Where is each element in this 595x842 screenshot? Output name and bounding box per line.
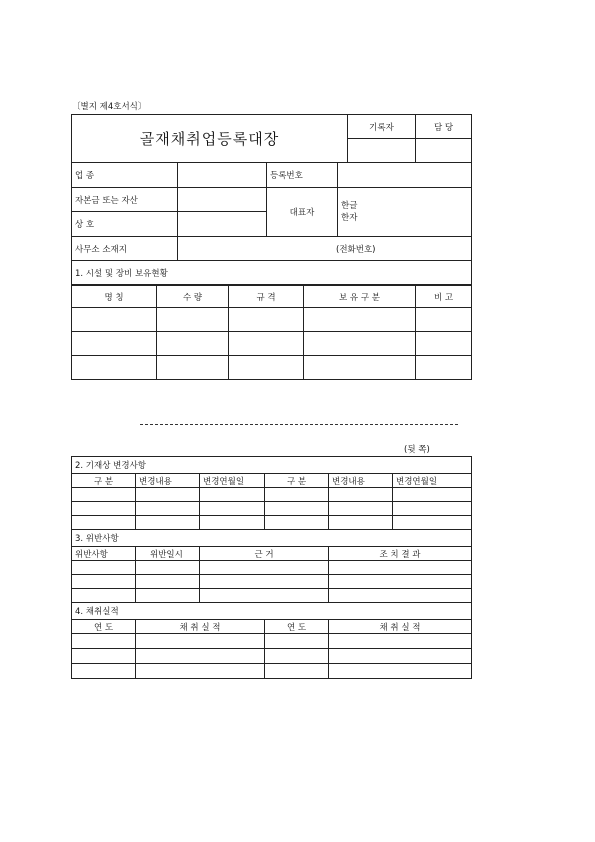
table-cell[interactable] [416, 356, 472, 380]
back-side-label: (뒷 쪽) [404, 445, 430, 455]
table-cell[interactable] [72, 575, 136, 589]
table-cell[interactable] [329, 575, 472, 589]
table-cell[interactable] [304, 356, 416, 380]
table-cell[interactable] [200, 488, 265, 502]
table-cell[interactable] [72, 649, 136, 664]
representative-value[interactable] [338, 188, 472, 237]
table-row [72, 308, 472, 332]
section2-title: 2. 기재상 변경사항 [72, 457, 472, 474]
reg-number-label: 등록번호 [267, 163, 338, 188]
table-cell[interactable] [229, 356, 304, 380]
table-cell[interactable] [136, 589, 200, 603]
table-cell[interactable] [416, 308, 472, 332]
table-cell[interactable] [265, 488, 329, 502]
hangul-label: 한글 [341, 201, 358, 211]
equipment-table [71, 285, 472, 380]
hanja-label: 한자 [341, 213, 358, 223]
table-cell[interactable] [393, 488, 472, 502]
table-cell[interactable] [265, 664, 329, 679]
table-cell[interactable] [329, 488, 393, 502]
table-row [72, 634, 472, 649]
table-cell[interactable] [72, 589, 136, 603]
table-row [72, 502, 472, 516]
equip-header-remarks: 비 고 [416, 286, 472, 308]
table-row [72, 488, 472, 502]
form-number: 〔별지 제4호서식〕 [72, 102, 147, 112]
cut-line [140, 424, 458, 425]
table-cell[interactable] [329, 502, 393, 516]
table-cell[interactable] [136, 561, 200, 575]
trade-name-value[interactable] [178, 212, 267, 237]
section1-title: 1. 시설 및 장비 보유현황 [72, 261, 472, 285]
table-cell[interactable] [136, 488, 200, 502]
table-cell[interactable] [72, 308, 157, 332]
table-cell[interactable] [329, 516, 393, 530]
table-row [72, 356, 472, 380]
violation-header-basis: 근 거 [200, 547, 329, 561]
table-cell[interactable] [265, 502, 329, 516]
section3-title: 3. 위반사항 [72, 530, 472, 547]
record-header-result: 채 취 실 적 [136, 620, 265, 634]
table-cell[interactable] [265, 649, 329, 664]
document-title: 골재채취업등록대장 [72, 115, 348, 163]
table-cell[interactable] [329, 634, 472, 649]
table-cell[interactable] [72, 634, 136, 649]
table-cell[interactable] [157, 308, 229, 332]
record-header-year: 연 도 [72, 620, 136, 634]
table-cell[interactable] [329, 589, 472, 603]
business-type-label: 업 종 [72, 163, 178, 188]
office-address-value[interactable] [178, 237, 472, 261]
table-cell[interactable] [416, 332, 472, 356]
change-header-content: 변경내용 [136, 474, 200, 488]
change-header-date: 변경연월일 [200, 474, 265, 488]
table-cell[interactable] [136, 634, 265, 649]
violation-header-action: 조 치 결 과 [329, 547, 472, 561]
table-cell[interactable] [200, 561, 329, 575]
trade-name-label: 상 호 [72, 212, 178, 237]
table-cell[interactable] [157, 356, 229, 380]
office-address-label: 사무소 소재지 [72, 237, 178, 261]
table-cell[interactable] [72, 332, 157, 356]
table-cell[interactable] [136, 664, 265, 679]
recorder-sign-box[interactable] [348, 139, 416, 163]
table-row [72, 575, 472, 589]
change-header-date-2: 변경연월일 [393, 474, 472, 488]
record-header-result-2: 채 취 실 적 [329, 620, 472, 634]
equip-header-quantity: 수 량 [157, 286, 229, 308]
table-cell[interactable] [329, 561, 472, 575]
charge-sign-box[interactable] [416, 139, 472, 163]
record-header-year-2: 연 도 [265, 620, 329, 634]
table-cell[interactable] [200, 575, 329, 589]
table-cell[interactable] [304, 332, 416, 356]
table-cell[interactable] [72, 488, 136, 502]
table-cell[interactable] [393, 502, 472, 516]
equip-header-spec: 규 격 [229, 286, 304, 308]
table-row [72, 664, 472, 679]
table-cell[interactable] [72, 664, 136, 679]
representative-label: 대표자 [267, 188, 338, 237]
change-header-content-2: 변경내용 [329, 474, 393, 488]
title-table [71, 114, 472, 163]
violation-header-date: 위반일시 [136, 547, 200, 561]
table-cell[interactable] [265, 516, 329, 530]
table-cell[interactable] [136, 575, 200, 589]
table-cell[interactable] [304, 308, 416, 332]
change-header-category: 구 분 [72, 474, 136, 488]
table-cell[interactable] [72, 516, 136, 530]
table-cell[interactable] [136, 516, 200, 530]
table-cell[interactable] [200, 516, 265, 530]
phone-label: (전화번호) [336, 244, 376, 255]
section4-title: 4. 채취실적 [72, 603, 472, 620]
table-row [72, 649, 472, 664]
table-cell[interactable] [157, 332, 229, 356]
table-cell[interactable] [136, 502, 200, 516]
table-row [72, 516, 472, 530]
table-cell[interactable] [72, 502, 136, 516]
equip-header-ownership: 보 유 구 분 [304, 286, 416, 308]
table-cell[interactable] [329, 664, 472, 679]
capital-label: 자본금 또는 자산 [72, 188, 178, 212]
back-table [71, 456, 472, 679]
equip-header-name: 명 칭 [72, 286, 157, 308]
table-cell[interactable] [200, 502, 265, 516]
charge-label: 담 당 [416, 115, 472, 139]
table-row [72, 561, 472, 575]
table-cell[interactable] [229, 332, 304, 356]
capital-value[interactable] [178, 188, 267, 212]
change-header-category-2: 구 분 [265, 474, 329, 488]
recorder-label: 기록자 [348, 115, 416, 139]
registration-table [71, 162, 472, 285]
table-cell[interactable] [229, 308, 304, 332]
table-cell[interactable] [329, 649, 472, 664]
table-cell[interactable] [136, 649, 265, 664]
reg-number-value[interactable] [338, 163, 472, 188]
table-cell[interactable] [200, 589, 329, 603]
table-row [72, 589, 472, 603]
table-cell[interactable] [393, 516, 472, 530]
table-cell[interactable] [72, 356, 157, 380]
table-row [72, 332, 472, 356]
table-cell[interactable] [265, 634, 329, 649]
violation-header-item: 위반사항 [72, 547, 136, 561]
table-cell[interactable] [72, 561, 136, 575]
business-type-value[interactable] [178, 163, 267, 188]
